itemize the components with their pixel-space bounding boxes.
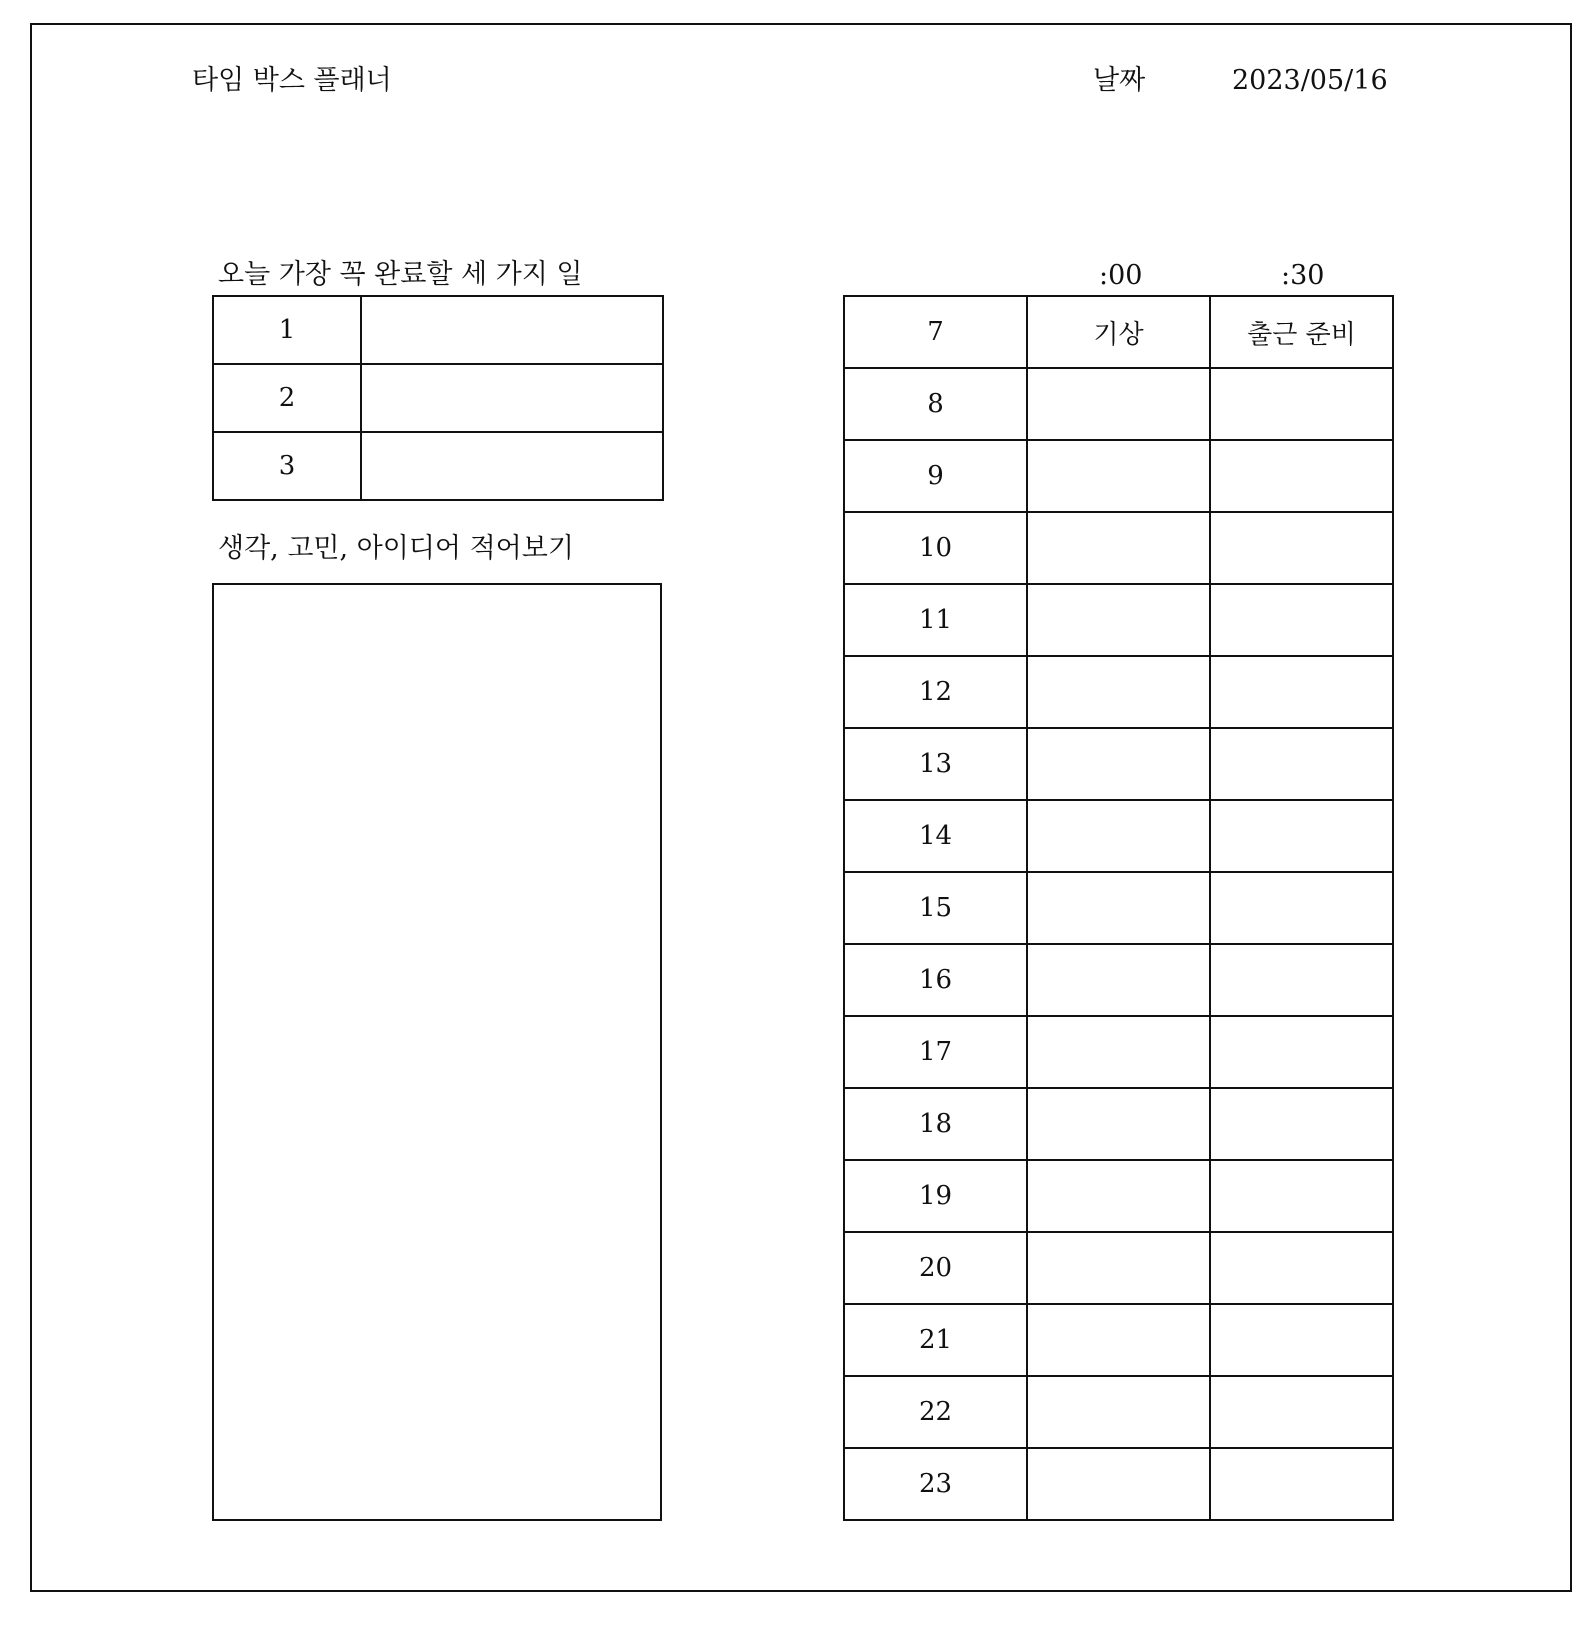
schedule-slot-30[interactable]	[1210, 1232, 1393, 1304]
schedule-slot-00[interactable]	[1027, 368, 1210, 440]
schedule-hour-cell: 12	[844, 656, 1027, 728]
schedule-hour-cell: 18	[844, 1088, 1027, 1160]
schedule-hour-cell: 7	[844, 296, 1027, 368]
top3-number: 1	[213, 296, 361, 364]
table-row	[844, 512, 1393, 584]
schedule-slot-00[interactable]	[1027, 872, 1210, 944]
table-row	[844, 1088, 1393, 1160]
schedule-slot-30[interactable]: 출근 준비	[1210, 296, 1393, 368]
table-row	[844, 1160, 1393, 1232]
table-row	[844, 1232, 1393, 1304]
page-title: 타임 박스 플래너	[192, 65, 392, 96]
notes-box[interactable]	[212, 583, 662, 1521]
schedule-slot-30[interactable]	[1210, 368, 1393, 440]
schedule-hour-cell: 22	[844, 1376, 1027, 1448]
schedule-hour-cell: 10	[844, 512, 1027, 584]
table-row	[844, 728, 1393, 800]
schedule-slot-30[interactable]	[1210, 1016, 1393, 1088]
top3-section-label: 오늘 가장 꼭 완료할 세 가지 일	[218, 259, 583, 290]
schedule-hour-cell: 13	[844, 728, 1027, 800]
schedule-slot-30[interactable]	[1210, 728, 1393, 800]
schedule-slot-30[interactable]	[1210, 1448, 1393, 1520]
schedule-hour-cell: 23	[844, 1448, 1027, 1520]
table-row	[844, 872, 1393, 944]
schedule-slot-30[interactable]	[1210, 512, 1393, 584]
schedule-slot-00[interactable]	[1027, 440, 1210, 512]
schedule-slot-00[interactable]	[1027, 728, 1210, 800]
schedule-slot-30[interactable]	[1210, 872, 1393, 944]
top3-number: 3	[213, 432, 361, 500]
top3-task-cell[interactable]	[361, 364, 663, 432]
top3-task-cell[interactable]	[361, 296, 663, 364]
table-row	[213, 364, 663, 432]
top3-number: 2	[213, 364, 361, 432]
schedule-slot-30[interactable]	[1210, 440, 1393, 512]
schedule-slot-30[interactable]	[1210, 1088, 1393, 1160]
schedule-hour-cell: 11	[844, 584, 1027, 656]
table-row	[844, 656, 1393, 728]
schedule-slot-30[interactable]	[1210, 656, 1393, 728]
schedule-slot-30[interactable]	[1210, 1160, 1393, 1232]
table-row	[844, 1448, 1393, 1520]
schedule-hour-cell: 17	[844, 1016, 1027, 1088]
schedule-slot-00[interactable]	[1027, 800, 1210, 872]
top3-task-cell[interactable]	[361, 432, 663, 500]
table-row	[844, 584, 1393, 656]
schedule-slot-30[interactable]	[1210, 584, 1393, 656]
schedule-slot-00[interactable]	[1027, 1088, 1210, 1160]
schedule-hour-cell: 8	[844, 368, 1027, 440]
table-row	[844, 1016, 1393, 1088]
schedule-slot-30[interactable]	[1210, 1376, 1393, 1448]
minute-00-header: :00	[1099, 260, 1143, 291]
schedule-slot-00[interactable]	[1027, 1016, 1210, 1088]
schedule-table	[843, 295, 1394, 1521]
schedule-slot-00[interactable]	[1027, 944, 1210, 1016]
schedule-slot-00[interactable]	[1027, 584, 1210, 656]
schedule-slot-30[interactable]	[1210, 800, 1393, 872]
schedule-hour-cell: 9	[844, 440, 1027, 512]
top3-table	[212, 295, 664, 501]
table-row	[213, 296, 663, 364]
date-value[interactable]: 2023/05/16	[1232, 65, 1388, 96]
schedule-slot-00[interactable]	[1027, 1448, 1210, 1520]
schedule-hour-cell: 16	[844, 944, 1027, 1016]
schedule-hour-cell: 14	[844, 800, 1027, 872]
minute-30-header: :30	[1281, 260, 1325, 291]
schedule-hour-cell: 21	[844, 1304, 1027, 1376]
table-row	[844, 368, 1393, 440]
schedule-slot-30[interactable]	[1210, 944, 1393, 1016]
notes-section-label: 생각, 고민, 아이디어 적어보기	[218, 533, 574, 564]
table-row	[844, 296, 1393, 368]
table-row	[844, 1376, 1393, 1448]
schedule-hour-cell: 15	[844, 872, 1027, 944]
schedule-slot-00[interactable]	[1027, 1232, 1210, 1304]
schedule-hour-cell: 19	[844, 1160, 1027, 1232]
schedule-slot-00[interactable]	[1027, 1304, 1210, 1376]
schedule-slot-00[interactable]	[1027, 1160, 1210, 1232]
schedule-slot-00[interactable]: 기상	[1027, 296, 1210, 368]
table-row	[213, 432, 663, 500]
table-row	[844, 944, 1393, 1016]
table-row	[844, 1304, 1393, 1376]
schedule-slot-30[interactable]	[1210, 1304, 1393, 1376]
date-label: 날짜	[1093, 65, 1146, 96]
schedule-slot-00[interactable]	[1027, 1376, 1210, 1448]
table-row	[844, 800, 1393, 872]
table-row	[844, 440, 1393, 512]
schedule-hour-cell: 20	[844, 1232, 1027, 1304]
schedule-slot-00[interactable]	[1027, 656, 1210, 728]
schedule-slot-00[interactable]	[1027, 512, 1210, 584]
